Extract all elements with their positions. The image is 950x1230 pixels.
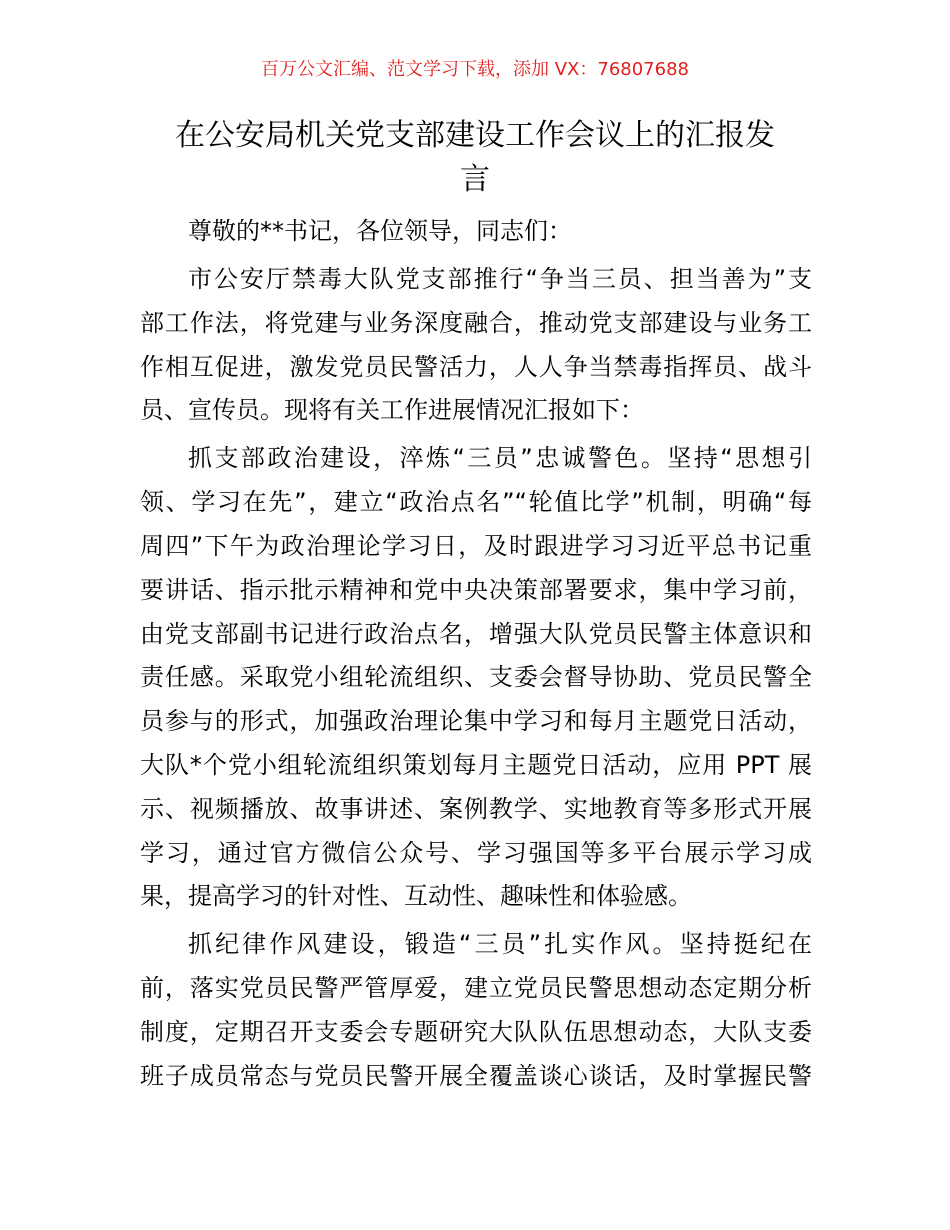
text-line: 责任感。采取党小组轮流组织、支委会督导协助、党员民警全 <box>140 663 812 692</box>
text-line: 周四”下午为政治理论学习日，及时跟进学习习近平总书记重 <box>140 531 812 560</box>
paragraph-salutation <box>140 216 812 246</box>
text-line: 要讲话、指示批示精神和党中央决策部署要求，集中学习前， <box>140 575 812 604</box>
text-line: 班子成员常态与党员民警开展全覆盖谈心谈话，及时掌握民警 <box>140 1061 812 1090</box>
text-line: 学习，通过官方微信公众号、学习强国等多平台展示学习成 <box>140 838 812 867</box>
text-line: 员参与的形式，加强政治理论集中学习和每月主题党日活动， <box>140 707 812 736</box>
document-body <box>140 216 812 1109</box>
text-line: 制度，定期召开支委会专题研究大队队伍思想动态，大队支委 <box>140 1017 812 1046</box>
text-line: 领、学习在先”，建立“政治点名”“轮值比学”机制，明确“每 <box>140 488 812 517</box>
text-line: 前，落实党员民警严管厚爱，建立党员民警思想动态定期分析 <box>140 974 812 1003</box>
text-line: 市公安厅禁毒大队党支部推行“争当三员、担当善为”支 <box>188 265 812 293</box>
text-line: 作相互促进，激发党员民警活力，人人争当禁毒指挥员、战斗 <box>140 352 812 381</box>
text-line: 抓支部政治建设，淬炼“三员”忠诚警色。坚持“思想引 <box>188 444 812 473</box>
paragraph-intro <box>140 264 812 425</box>
paragraph-political-building <box>140 443 812 911</box>
title-line-1: 在公安局机关党支部建设工作会议上的汇报发 <box>175 118 775 153</box>
text-line: 果，提高学习的针对性、互动性、趣味性和体验感。 <box>140 882 692 911</box>
text-line: 部工作法，将党建与业务深度融合，推动党支部建设与业务工 <box>140 308 812 337</box>
text-line: 抓纪律作风建设，锻造“三员”扎实作风。坚持挺纪在 <box>188 930 812 959</box>
text-line: 由党支部副书记进行政治点名，增强大队党员民警主体意识和 <box>140 619 812 648</box>
watermark-banner: 百万公文汇编、范文学习下载，添加 VX：76807688 <box>261 59 689 80</box>
title-line-2: 言 <box>460 162 490 197</box>
document-title <box>140 114 810 202</box>
text-line: 员、宣传员。现将有关工作进展情况汇报如下： <box>140 396 644 425</box>
text-line: 示、视频播放、故事讲述、案例教学、实地教育等多形式开展 <box>140 794 812 823</box>
paragraph-discipline-building <box>140 929 812 1090</box>
text-line: 尊敬的**书记，各位领导，同志们： <box>188 217 572 245</box>
text-line: 大队*个党小组轮流组织策划每月主题党日活动，应用 PPT 展 <box>140 750 812 779</box>
